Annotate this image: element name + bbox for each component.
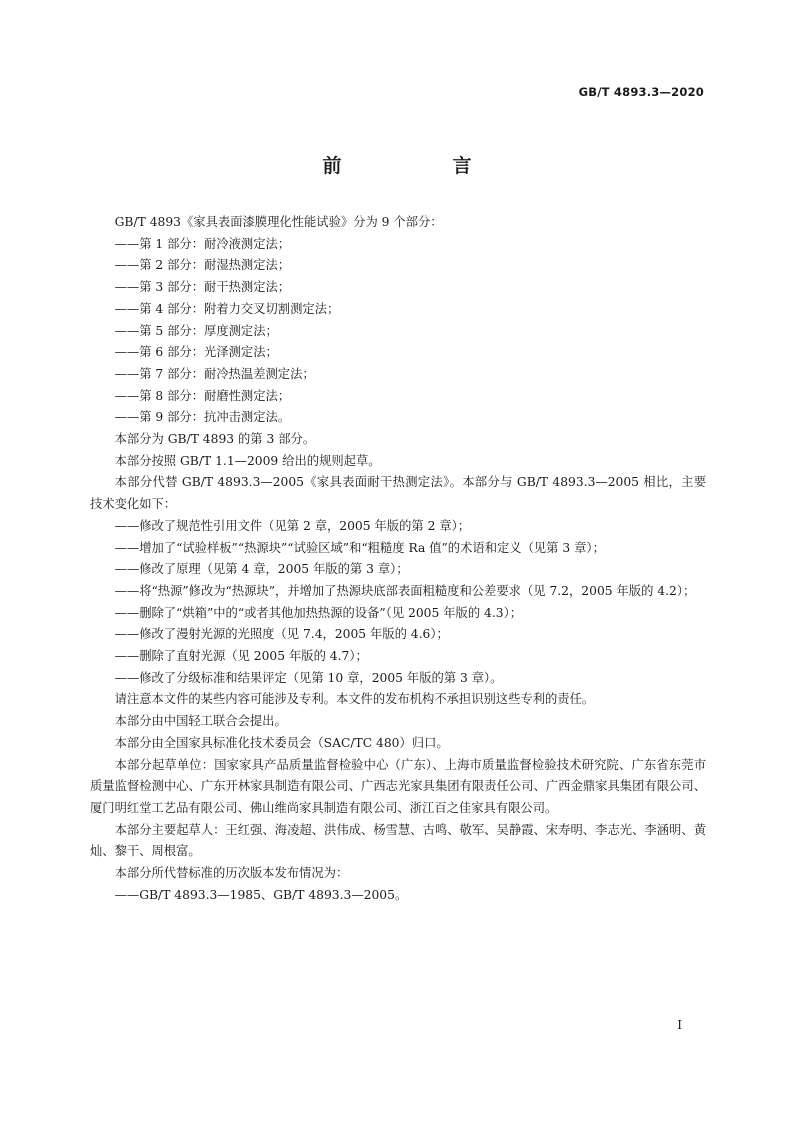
- list-item: ——GB/T 4893.3—1985、GB/T 4893.3—2005。: [114, 887, 408, 902]
- list-item: ——修改了分级标准和结果评定（见第 10 章，2005 年版的第 3 章）。: [114, 670, 503, 685]
- list-item: ——第 2 部分：耐湿热测定法；: [114, 258, 291, 273]
- list-item: ——删除了直射光源（见 2005 年版的 4.7）；: [114, 649, 368, 664]
- list-item: ——修改了规范性引用文件（见第 2 章，2005 年版的第 2 章）；: [114, 518, 471, 533]
- list-item: ——修改了原理（见第 4 章，2005 年版的第 3 章）；: [114, 562, 409, 577]
- paragraph-intro: GB/T 4893《家具表面漆膜理化性能试验》分为 9 个部分：: [114, 215, 443, 229]
- page-title: 前 言: [322, 155, 518, 177]
- paragraph: 本部分由中国轻工联合会提出。: [114, 714, 287, 729]
- paragraph: 本部分按照 GB/T 1.1—2009 给出的规则起草。: [114, 453, 381, 468]
- paragraph: 本部分由全国家具标准化技术委员会（SAC/TC 480）归口。: [114, 735, 449, 750]
- list-item: ——第 4 部分：附着力交叉切割测定法；: [114, 301, 340, 316]
- foreword-body: [90, 212, 706, 907]
- list-item: ——第 9 部分：抗冲击测定法。: [114, 410, 291, 425]
- page-number: I: [677, 1018, 682, 1032]
- list-item: ——删除了“烘箱”中的“或者其他加热热源的设备”（见 2005 年版的 4.3）；: [114, 605, 523, 620]
- standard-code-header: GB/T 4893.3—2020: [578, 85, 704, 99]
- list-item: ——第 6 部分：光泽测定法；: [114, 345, 278, 360]
- paragraph: 本部分所代替标准的历次版本发布情况为：: [114, 866, 349, 881]
- list-item: ——第 5 部分：厚度测定法；: [114, 323, 278, 338]
- paragraph: 本部分代替 GB/T 4893.3—2005《家具表面耐干热测定法》。本部分与 GB/T 4893.3—2005 相比，主要技术变化如下：: [90, 475, 706, 512]
- paragraph: 请注意本文件的某些内容可能涉及专利。本文件的发布机构不承担识别这些专利的责任。: [114, 692, 595, 707]
- paragraph: 本部分为 GB/T 4893 的第 3 部分。: [114, 432, 316, 447]
- list-item: ——第 1 部分：耐冷液测定法；: [114, 236, 291, 251]
- list-item: ——第 8 部分：耐磨性测定法；: [114, 388, 291, 403]
- list-item: ——第 3 部分：耐干热测定法；: [114, 280, 291, 295]
- list-item: ——第 7 部分：耐冷热温差测定法；: [114, 366, 315, 381]
- list-item: ——修改了漫射光源的光照度（见 7.4，2005 年版的 4.6）；: [114, 627, 449, 642]
- list-item: ——将“热源”修改为“热源块”，并增加了热源块底部表面粗糙度和公差要求（见 7.2，2005 年版的 4.2）；: [114, 583, 696, 598]
- paragraph: 本部分起草单位：国家家具产品质量监督检验中心（广东）、上海市质量监督检验技术研究院、广东省东莞市质量监督检测中心、广东开林家具制造有限公司、广西志光家具集团有限责任公司、广西金鼎家具集团有限公司、厦门明红堂工艺品有限公司、佛山维尚家具制造有限公司、浙江百之佳家具有限公司。: [90, 757, 706, 815]
- paragraph: 本部分主要起草人：王红强、海凌超、洪伟成、杨雪慧、古鸣、敬军、吴静霞、宋寿明、李志光、李涵明、黄灿、黎干、周根富。: [90, 822, 706, 859]
- list-item: ——增加了“试验样板”“热源块”“试验区域”和“粗糙度 Ra 值”的术语和定义（见第 3 章）；: [114, 540, 605, 555]
